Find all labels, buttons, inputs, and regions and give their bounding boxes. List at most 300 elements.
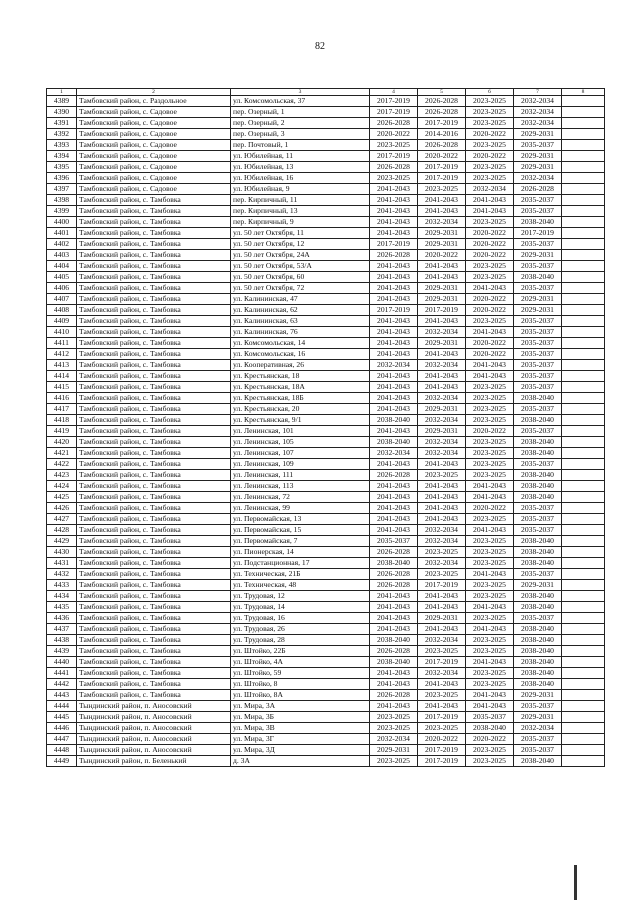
cell-address: ул. Штойко, 59 — [231, 668, 370, 679]
cell-period-2: 2041-2043 — [418, 272, 466, 283]
cell-number: 4416 — [47, 393, 77, 404]
cell-note — [562, 195, 605, 206]
cell-note — [562, 305, 605, 316]
table-row — [47, 470, 605, 481]
cell-note — [562, 646, 605, 657]
cell-address: ул. Калининская, 76 — [231, 327, 370, 338]
table-row — [47, 96, 605, 107]
cell-address: ул. Штойко, 4А — [231, 657, 370, 668]
cell-address: ул. 50 лет Октября, 12 — [231, 239, 370, 250]
cell-address: ул. 50 лет Октября, 72 — [231, 283, 370, 294]
cell-period-3: 2023-2025 — [466, 162, 514, 173]
cell-period-3: 2035-2037 — [466, 712, 514, 723]
cell-period-1: 2035-2037 — [370, 536, 418, 547]
cell-settlement: Тамбовский район, с. Тамбовка — [77, 261, 231, 272]
cell-address: ул. Мира, 3Г — [231, 734, 370, 745]
cell-period-3: 2020-2022 — [466, 250, 514, 261]
cell-period-3: 2023-2025 — [466, 547, 514, 558]
cell-settlement: Тамбовский район, с. Тамбовка — [77, 228, 231, 239]
column-header: 7 — [514, 89, 562, 96]
cell-settlement: Тамбовский район, с. Садовое — [77, 151, 231, 162]
cell-address: пер. Озерный, 2 — [231, 118, 370, 129]
table-row — [47, 580, 605, 591]
cell-period-2: 2029-2031 — [418, 283, 466, 294]
table-row — [47, 481, 605, 492]
cell-address: ул. Юбилейная, 11 — [231, 151, 370, 162]
cell-settlement: Тамбовский район, с. Тамбовка — [77, 294, 231, 305]
cell-period-1: 2041-2043 — [370, 481, 418, 492]
cell-period-4: 2038-2040 — [514, 547, 562, 558]
cell-period-1: 2017-2019 — [370, 305, 418, 316]
cell-period-1: 2041-2043 — [370, 217, 418, 228]
table-row — [47, 492, 605, 503]
cell-note — [562, 272, 605, 283]
cell-period-4: 2032-2034 — [514, 107, 562, 118]
cell-period-3: 2023-2025 — [466, 272, 514, 283]
cell-period-2: 2029-2031 — [418, 294, 466, 305]
cell-period-2: 2041-2043 — [418, 514, 466, 525]
cell-period-4: 2035-2037 — [514, 745, 562, 756]
cell-period-1: 2023-2025 — [370, 723, 418, 734]
cell-period-2: 2032-2034 — [418, 437, 466, 448]
cell-address: ул. Крестьянская, 18 — [231, 371, 370, 382]
cell-period-3: 2023-2025 — [466, 173, 514, 184]
cell-period-3: 2023-2025 — [466, 118, 514, 129]
table-row — [47, 338, 605, 349]
cell-period-3: 2023-2025 — [466, 261, 514, 272]
cell-note — [562, 448, 605, 459]
cell-address: ул. Мира, 3Д — [231, 745, 370, 756]
table-row — [47, 613, 605, 624]
table-row — [47, 107, 605, 118]
cell-period-1: 2041-2043 — [370, 492, 418, 503]
cell-address: ул. Подстанционная, 17 — [231, 558, 370, 569]
table-row — [47, 283, 605, 294]
cell-address: ул. 50 лет Октября, 24А — [231, 250, 370, 261]
cell-address: пер. Озерный, 1 — [231, 107, 370, 118]
cell-number: 4392 — [47, 129, 77, 140]
cell-period-1: 2032-2034 — [370, 448, 418, 459]
cell-period-2: 2041-2043 — [418, 602, 466, 613]
cell-period-2: 2041-2043 — [418, 195, 466, 206]
table-row — [47, 217, 605, 228]
table-row — [47, 140, 605, 151]
cell-note — [562, 327, 605, 338]
cell-settlement: Тындинский район, п. Аносовский — [77, 745, 231, 756]
cell-address: ул. Техническая, 48 — [231, 580, 370, 591]
column-header: 8 — [562, 89, 605, 96]
cell-period-3: 2020-2022 — [466, 305, 514, 316]
cell-period-1: 2017-2019 — [370, 151, 418, 162]
cell-period-2: 2026-2028 — [418, 140, 466, 151]
table-row — [47, 294, 605, 305]
cell-period-3: 2023-2025 — [466, 679, 514, 690]
cell-note — [562, 228, 605, 239]
cell-settlement: Тамбовский район, с. Тамбовка — [77, 492, 231, 503]
cell-number: 4439 — [47, 646, 77, 657]
cell-settlement: Тамбовский район, с. Тамбовка — [77, 272, 231, 283]
cell-number: 4403 — [47, 250, 77, 261]
cell-period-2: 2041-2043 — [418, 382, 466, 393]
cell-note — [562, 426, 605, 437]
cell-period-4: 2038-2040 — [514, 415, 562, 426]
cell-period-4: 2035-2037 — [514, 360, 562, 371]
cell-period-4: 2038-2040 — [514, 668, 562, 679]
cell-settlement: Тамбовский район, с. Тамбовка — [77, 679, 231, 690]
table-row — [47, 327, 605, 338]
cell-note — [562, 118, 605, 129]
cell-settlement: Тамбовский район, с. Тамбовка — [77, 448, 231, 459]
cell-settlement: Тамбовский район, с. Тамбовка — [77, 437, 231, 448]
cell-period-4: 2035-2037 — [514, 613, 562, 624]
cell-note — [562, 734, 605, 745]
cell-number: 4428 — [47, 525, 77, 536]
cell-period-4: 2029-2031 — [514, 129, 562, 140]
cell-address: ул. Комсомольская, 14 — [231, 338, 370, 349]
cell-period-1: 2026-2028 — [370, 690, 418, 701]
table-row — [47, 558, 605, 569]
table-row — [47, 591, 605, 602]
cell-number: 4443 — [47, 690, 77, 701]
cell-period-2: 2017-2019 — [418, 173, 466, 184]
cell-period-2: 2023-2025 — [418, 690, 466, 701]
table-row — [47, 261, 605, 272]
cell-period-1: 2026-2028 — [370, 118, 418, 129]
cell-period-1: 2029-2031 — [370, 745, 418, 756]
cell-settlement: Тамбовский район, с. Тамбовка — [77, 360, 231, 371]
cell-address: ул. Крестьянская, 18Б — [231, 393, 370, 404]
cell-period-4: 2035-2037 — [514, 206, 562, 217]
cell-period-2: 2029-2031 — [418, 426, 466, 437]
cell-note — [562, 723, 605, 734]
cell-period-3: 2032-2034 — [466, 184, 514, 195]
cell-number: 4424 — [47, 481, 77, 492]
cell-period-4: 2035-2037 — [514, 316, 562, 327]
cell-period-2: 2020-2022 — [418, 734, 466, 745]
table-row — [47, 250, 605, 261]
cell-note — [562, 206, 605, 217]
cell-period-4: 2038-2040 — [514, 393, 562, 404]
cell-note — [562, 261, 605, 272]
cell-period-1: 2023-2025 — [370, 756, 418, 767]
cell-period-1: 2020-2022 — [370, 129, 418, 140]
cell-address: ул. 50 лет Октября, 11 — [231, 228, 370, 239]
cell-period-1: 2041-2043 — [370, 679, 418, 690]
cell-period-4: 2026-2028 — [514, 184, 562, 195]
cell-period-4: 2032-2034 — [514, 96, 562, 107]
table-row — [47, 756, 605, 767]
cell-period-4: 2038-2040 — [514, 646, 562, 657]
cell-period-4: 2035-2037 — [514, 514, 562, 525]
table-row — [47, 668, 605, 679]
cell-period-3: 2023-2025 — [466, 558, 514, 569]
cell-number: 4391 — [47, 118, 77, 129]
cell-period-1: 2026-2028 — [370, 569, 418, 580]
cell-settlement: Тамбовский район, с. Садовое — [77, 129, 231, 140]
cell-period-3: 2023-2025 — [466, 646, 514, 657]
cell-period-4: 2038-2040 — [514, 635, 562, 646]
cell-period-1: 2041-2043 — [370, 382, 418, 393]
cell-period-4: 2038-2040 — [514, 679, 562, 690]
table-row — [47, 184, 605, 195]
cell-period-2: 2032-2034 — [418, 360, 466, 371]
cell-period-2: 2032-2034 — [418, 448, 466, 459]
cell-settlement: Тындинский район, п. Аносовский — [77, 712, 231, 723]
cell-period-4: 2038-2040 — [514, 756, 562, 767]
cell-number: 4418 — [47, 415, 77, 426]
cell-period-3: 2023-2025 — [466, 613, 514, 624]
table-row — [47, 382, 605, 393]
cell-period-3: 2041-2043 — [466, 602, 514, 613]
cell-number: 4409 — [47, 316, 77, 327]
table-row — [47, 404, 605, 415]
cell-period-1: 2041-2043 — [370, 613, 418, 624]
cell-period-1: 2026-2028 — [370, 162, 418, 173]
cell-period-1: 2023-2025 — [370, 140, 418, 151]
table-row — [47, 448, 605, 459]
cell-note — [562, 690, 605, 701]
cell-note — [562, 536, 605, 547]
cell-number: 4399 — [47, 206, 77, 217]
cell-period-2: 2041-2043 — [418, 349, 466, 360]
cell-address: пер. Озерный, 3 — [231, 129, 370, 140]
table-row — [47, 195, 605, 206]
cell-period-3: 2041-2043 — [466, 624, 514, 635]
cell-period-4: 2035-2037 — [514, 426, 562, 437]
cell-period-1: 2041-2043 — [370, 393, 418, 404]
cell-note — [562, 96, 605, 107]
cell-period-1: 2032-2034 — [370, 734, 418, 745]
cell-period-3: 2020-2022 — [466, 338, 514, 349]
cell-period-3: 2023-2025 — [466, 382, 514, 393]
cell-number: 4444 — [47, 701, 77, 712]
cell-number: 4438 — [47, 635, 77, 646]
cell-settlement: Тамбовский район, с. Садовое — [77, 107, 231, 118]
column-header: 5 — [418, 89, 466, 96]
cell-period-1: 2041-2043 — [370, 283, 418, 294]
cell-period-1: 2041-2043 — [370, 316, 418, 327]
cell-period-1: 2023-2025 — [370, 712, 418, 723]
cell-period-2: 2020-2022 — [418, 151, 466, 162]
cell-number: 4420 — [47, 437, 77, 448]
register-table — [46, 88, 605, 767]
cell-number: 4445 — [47, 712, 77, 723]
cell-address: ул. Юбилейная, 16 — [231, 173, 370, 184]
cell-period-4: 2038-2040 — [514, 657, 562, 668]
cell-period-2: 2029-2031 — [418, 338, 466, 349]
cell-period-1: 2041-2043 — [370, 503, 418, 514]
cell-period-4: 2029-2031 — [514, 690, 562, 701]
table-row — [47, 206, 605, 217]
cell-number: 4447 — [47, 734, 77, 745]
cell-period-4: 2038-2040 — [514, 558, 562, 569]
cell-note — [562, 382, 605, 393]
cell-period-2: 2029-2031 — [418, 239, 466, 250]
cell-settlement: Тамбовский район, с. Тамбовка — [77, 558, 231, 569]
header-row — [47, 89, 605, 96]
cell-note — [562, 360, 605, 371]
cell-address: ул. Первомайская, 7 — [231, 536, 370, 547]
cell-settlement: Тамбовский район, с. Тамбовка — [77, 536, 231, 547]
cell-number: 4425 — [47, 492, 77, 503]
cell-period-3: 2041-2043 — [466, 492, 514, 503]
cell-period-2: 2017-2019 — [418, 162, 466, 173]
cell-period-1: 2041-2043 — [370, 195, 418, 206]
cell-number: 4435 — [47, 602, 77, 613]
table-row — [47, 723, 605, 734]
cell-period-1: 2038-2040 — [370, 415, 418, 426]
cell-period-2: 2023-2025 — [418, 184, 466, 195]
cell-period-3: 2041-2043 — [466, 327, 514, 338]
cell-period-2: 2017-2019 — [418, 657, 466, 668]
cell-period-2: 2017-2019 — [418, 118, 466, 129]
cell-note — [562, 239, 605, 250]
cell-note — [562, 184, 605, 195]
cell-period-2: 2041-2043 — [418, 206, 466, 217]
cell-period-4: 2038-2040 — [514, 536, 562, 547]
cell-period-2: 2041-2043 — [418, 261, 466, 272]
cell-period-4: 2035-2037 — [514, 701, 562, 712]
cell-period-2: 2029-2031 — [418, 404, 466, 415]
cell-period-3: 2023-2025 — [466, 668, 514, 679]
cell-note — [562, 173, 605, 184]
cell-number: 4433 — [47, 580, 77, 591]
cell-period-4: 2029-2031 — [514, 250, 562, 261]
cell-period-4: 2038-2040 — [514, 217, 562, 228]
cell-note — [562, 624, 605, 635]
cell-period-2: 2032-2034 — [418, 525, 466, 536]
cell-note — [562, 657, 605, 668]
cell-period-3: 2023-2025 — [466, 107, 514, 118]
cell-settlement: Тамбовский район, с. Тамбовка — [77, 382, 231, 393]
cell-period-3: 2023-2025 — [466, 404, 514, 415]
cell-period-3: 2023-2025 — [466, 140, 514, 151]
cell-period-2: 2017-2019 — [418, 305, 466, 316]
cell-address: ул. Первомайская, 13 — [231, 514, 370, 525]
cell-number: 4432 — [47, 569, 77, 580]
cell-period-4: 2035-2037 — [514, 569, 562, 580]
table-row — [47, 415, 605, 426]
table-row — [47, 624, 605, 635]
cell-period-3: 2023-2025 — [466, 580, 514, 591]
cell-address: ул. Крестьянская, 9/1 — [231, 415, 370, 426]
cell-address: пер. Кирпичный, 13 — [231, 206, 370, 217]
cell-period-2: 2041-2043 — [418, 591, 466, 602]
cell-number: 4412 — [47, 349, 77, 360]
cell-number: 4396 — [47, 173, 77, 184]
cell-number: 4417 — [47, 404, 77, 415]
cell-settlement: Тамбовский район, с. Тамбовка — [77, 217, 231, 228]
cell-address: д. 3А — [231, 756, 370, 767]
table-row — [47, 503, 605, 514]
cell-number: 4431 — [47, 558, 77, 569]
cell-period-3: 2020-2022 — [466, 426, 514, 437]
cell-period-1: 2026-2028 — [370, 547, 418, 558]
cell-settlement: Тамбовский район, с. Садовое — [77, 184, 231, 195]
cell-number: 4436 — [47, 613, 77, 624]
cell-period-1: 2041-2043 — [370, 272, 418, 283]
cell-number: 4394 — [47, 151, 77, 162]
cell-settlement: Тамбовский район, с. Тамбовка — [77, 393, 231, 404]
cell-period-2: 2014-2016 — [418, 129, 466, 140]
cell-note — [562, 569, 605, 580]
cell-period-4: 2029-2031 — [514, 162, 562, 173]
cell-settlement: Тамбовский район, с. Тамбовка — [77, 327, 231, 338]
cell-settlement: Тамбовский район, с. Тамбовка — [77, 668, 231, 679]
cell-period-3: 2020-2022 — [466, 734, 514, 745]
cell-period-2: 2041-2043 — [418, 492, 466, 503]
cell-settlement: Тамбовский район, с. Раздольное — [77, 96, 231, 107]
cell-note — [562, 701, 605, 712]
cell-number: 4449 — [47, 756, 77, 767]
table-row — [47, 437, 605, 448]
cell-address: ул. Трудовая, 16 — [231, 613, 370, 624]
cell-settlement: Тамбовский район, с. Тамбовка — [77, 580, 231, 591]
cell-period-2: 2023-2025 — [418, 470, 466, 481]
cell-address: пер. Кирпичный, 11 — [231, 195, 370, 206]
cell-note — [562, 404, 605, 415]
cell-number: 4410 — [47, 327, 77, 338]
cell-number: 4389 — [47, 96, 77, 107]
cell-period-3: 2041-2043 — [466, 525, 514, 536]
cell-period-2: 2041-2043 — [418, 679, 466, 690]
cell-period-2: 2032-2034 — [418, 558, 466, 569]
table-row — [47, 371, 605, 382]
cell-address: ул. Крестьянская, 20 — [231, 404, 370, 415]
cell-settlement: Тамбовский район, с. Тамбовка — [77, 602, 231, 613]
cell-period-1: 2038-2040 — [370, 437, 418, 448]
cell-note — [562, 338, 605, 349]
cell-period-1: 2026-2028 — [370, 250, 418, 261]
cell-period-3: 2023-2025 — [466, 437, 514, 448]
cell-period-4: 2035-2037 — [514, 459, 562, 470]
table-row — [47, 151, 605, 162]
table-row — [47, 129, 605, 140]
cell-address: ул. Трудовая, 28 — [231, 635, 370, 646]
cell-period-4: 2038-2040 — [514, 437, 562, 448]
cell-period-2: 2032-2034 — [418, 668, 466, 679]
cell-period-3: 2023-2025 — [466, 393, 514, 404]
cell-settlement: Тамбовский район, с. Тамбовка — [77, 404, 231, 415]
cell-settlement: Тамбовский район, с. Тамбовка — [77, 525, 231, 536]
cell-period-2: 2041-2043 — [418, 503, 466, 514]
cell-period-1: 2041-2043 — [370, 338, 418, 349]
cell-period-1: 2041-2043 — [370, 327, 418, 338]
cell-period-1: 2041-2043 — [370, 404, 418, 415]
cell-address: ул. Мира, 3В — [231, 723, 370, 734]
cell-period-4: 2035-2037 — [514, 349, 562, 360]
cell-period-2: 2041-2043 — [418, 459, 466, 470]
cell-settlement: Тамбовский район, с. Тамбовка — [77, 591, 231, 602]
cell-settlement: Тамбовский район, с. Тамбовка — [77, 206, 231, 217]
cell-note — [562, 415, 605, 426]
cell-period-3: 2023-2025 — [466, 316, 514, 327]
table-row — [47, 701, 605, 712]
table-row — [47, 547, 605, 558]
cell-address: ул. Кооперативная, 26 — [231, 360, 370, 371]
cell-note — [562, 613, 605, 624]
cell-note — [562, 316, 605, 327]
cell-period-1: 2017-2019 — [370, 239, 418, 250]
table-row — [47, 602, 605, 613]
cell-number: 4393 — [47, 140, 77, 151]
cell-address: ул. Мира, 3А — [231, 701, 370, 712]
cell-note — [562, 525, 605, 536]
cell-period-1: 2041-2043 — [370, 701, 418, 712]
cell-address: ул. Мира, 3Б — [231, 712, 370, 723]
cell-period-1: 2041-2043 — [370, 602, 418, 613]
table-row — [47, 316, 605, 327]
